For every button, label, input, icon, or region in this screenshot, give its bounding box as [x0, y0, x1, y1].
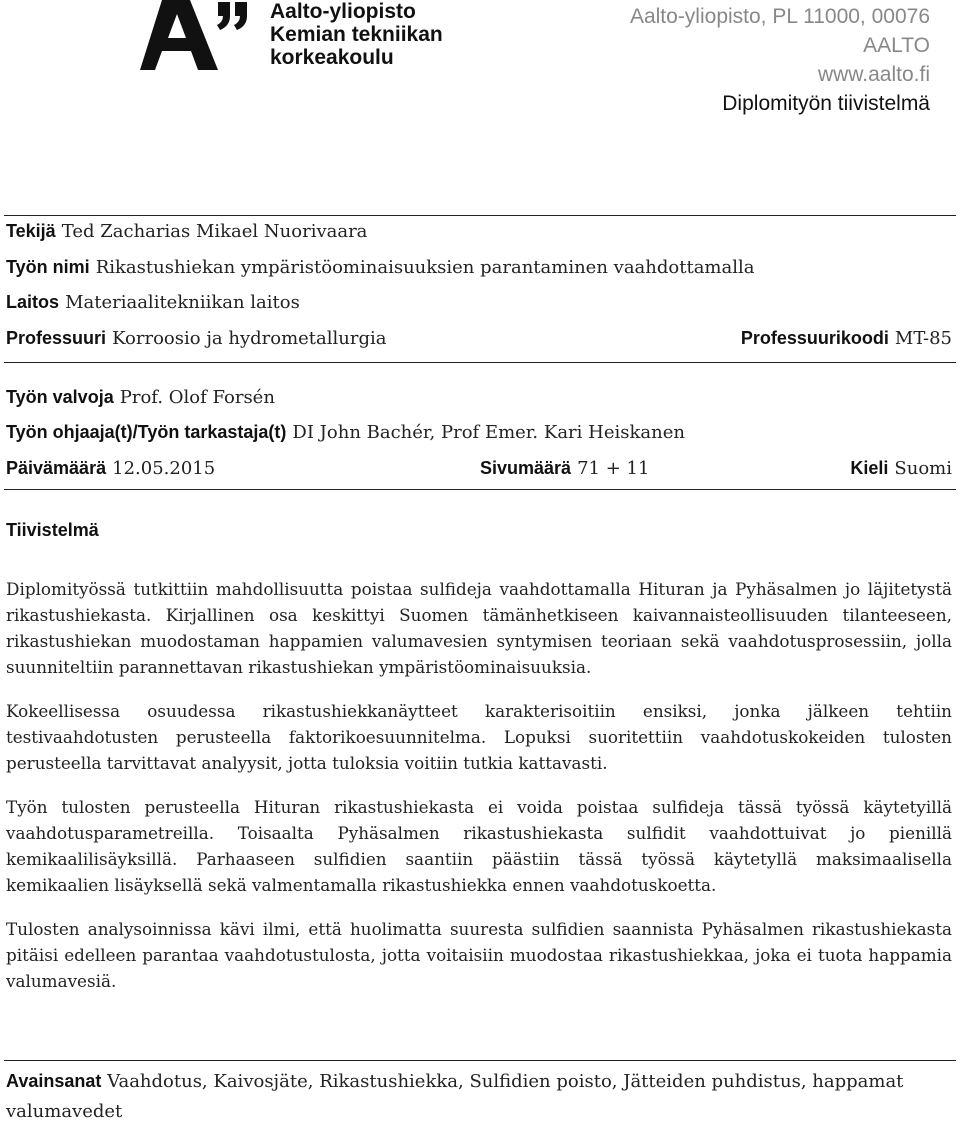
abstract-paragraph: Työn tulosten perusteella Hituran rikastushiekasta ei voida poistaa sulfideja tässä työssä käytetyillä vaahdotusparametreilla. Toisaalta Pyhäsalmen rikastushiekasta sulfidit vaahdottuivat jo pienillä kemikaalilisäyksillä. Parhaaseen sulfidien saantiin päästiin tässä työssä käytetyllä maksimaalisella kemikaalien lisäyksellä sekä valmentamalla rikastushiekka ennen vaahdotuskoetta. — [6, 797, 952, 895]
logo-line: korkeakoulu — [270, 46, 394, 69]
keywords-value: Vaahdotus, Kaivosjäte, Rikastushiekka, Sulfidien poisto, Jätteiden puhdistus, happamat valumavedet — [6, 1071, 904, 1122]
department-label: Laitos — [6, 292, 60, 312]
professorship-row — [6, 326, 386, 351]
department-row — [6, 290, 300, 315]
abstract-body — [6, 576, 952, 1012]
keywords-row — [6, 1066, 952, 1127]
author-row — [6, 219, 367, 244]
professorship-value: Korroosio ja hydrometallurgia — [112, 328, 387, 349]
bottom-divider — [4, 1060, 956, 1061]
divider — [4, 362, 956, 363]
document-type: Diplomityön tiivistelmä — [722, 92, 930, 115]
author-label: Tekijä — [6, 221, 56, 241]
language-row — [850, 456, 952, 481]
divider — [4, 489, 956, 490]
code-label: Professuurikoodi — [740, 328, 889, 348]
logo-wordmark — [270, 0, 443, 69]
author-value: Ted Zacharias Mikael Nuorivaara — [61, 221, 368, 242]
address-line: Aalto-yliopisto, PL 11000, 00076 — [629, 5, 930, 28]
title-label: Työn nimi — [6, 257, 90, 277]
keywords-label: Avainsanat — [6, 1071, 102, 1091]
supervisor-label: Työn valvoja — [6, 387, 114, 407]
pages-row — [480, 456, 649, 481]
professorship-code-row — [741, 326, 952, 351]
supervisor-row — [6, 385, 275, 410]
abstract-heading: Tiivistelmä — [6, 520, 99, 540]
address-line: AALTO — [863, 34, 930, 57]
title-value: Rikastushiekan ympäristöominaisuuksien parantaminen vaahdottamalla — [95, 257, 755, 278]
abstract-paragraph: Kokeellisessa osuudessa rikastushiekkanäytteet karakterisoitiin ensiksi, jonka jälkeen tehtiin testivaahdotusten perusteella faktorikoesuunnitelma. Lopuksi suoritettiin vaahdotuskokeiden tulosten perusteella tarvittavat analyysit, jotta tuloksia voitiin tutkia kattavasti. — [6, 701, 952, 773]
supervisor-value: Prof. Olof Forsén — [119, 387, 275, 408]
abstract-paragraph: Diplomityössä tutkittiin mahdollisuutta poistaa sulfideja vaahdottamalla Hituran ja Pyhäsalmen jo läjitetystä rikastushiekasta. Kirjallinen osa keskittyi Suomen tämänhetkiseen kaivannaisteollisuuden tilanteeseen, rikastushiekan muodostaman happamien valumavesien syntymisen teoriaan sekä vaahdotusprosessiin, jolla suunniteltiin parannettavan rikastushiekan ympäristöominaisuuksia. — [6, 579, 952, 677]
address-block — [630, 2, 930, 118]
abstract-paragraph: Tulosten analysoinnissa kävi ilmi, että huolimatta suuresta sulfidien saannista Pyhäsalmen rikastushiekasta pitäisi edelleen parantaa vaahdotustulosta, jotta voitaisiin muodostaa rikastushiekkaa, joka ei tuota happamia valumavesiä. — [6, 919, 952, 991]
language-label: Kieli — [850, 458, 889, 478]
pages-label: Sivumäärä — [480, 458, 572, 478]
instructors-label: Työn ohjaaja(t)/Työn tarkastaja(t) — [6, 422, 287, 442]
date-label: Päivämäärä — [6, 458, 107, 478]
website-link[interactable]: www.aalto.fi — [817, 63, 930, 86]
title-row — [6, 255, 754, 280]
department-value: Materiaalitekniikan laitos — [65, 292, 300, 313]
instructors-value: DI John Bachér, Prof Emer. Kari Heiskanen — [292, 422, 685, 443]
logo-line: Kemian tekniikan — [270, 23, 443, 46]
instructors-row — [6, 420, 685, 445]
date-value: 12.05.2015 — [112, 458, 216, 479]
logo-line: Aalto-yliopisto — [270, 0, 416, 23]
pages-value: 71 + 11 — [577, 458, 650, 479]
date-row — [6, 456, 215, 481]
top-divider — [4, 215, 956, 216]
language-value: Suomi — [894, 458, 952, 479]
code-value: MT-85 — [894, 328, 952, 349]
aalto-logo-icon — [140, 0, 250, 72]
professorship-label: Professuuri — [6, 328, 107, 348]
